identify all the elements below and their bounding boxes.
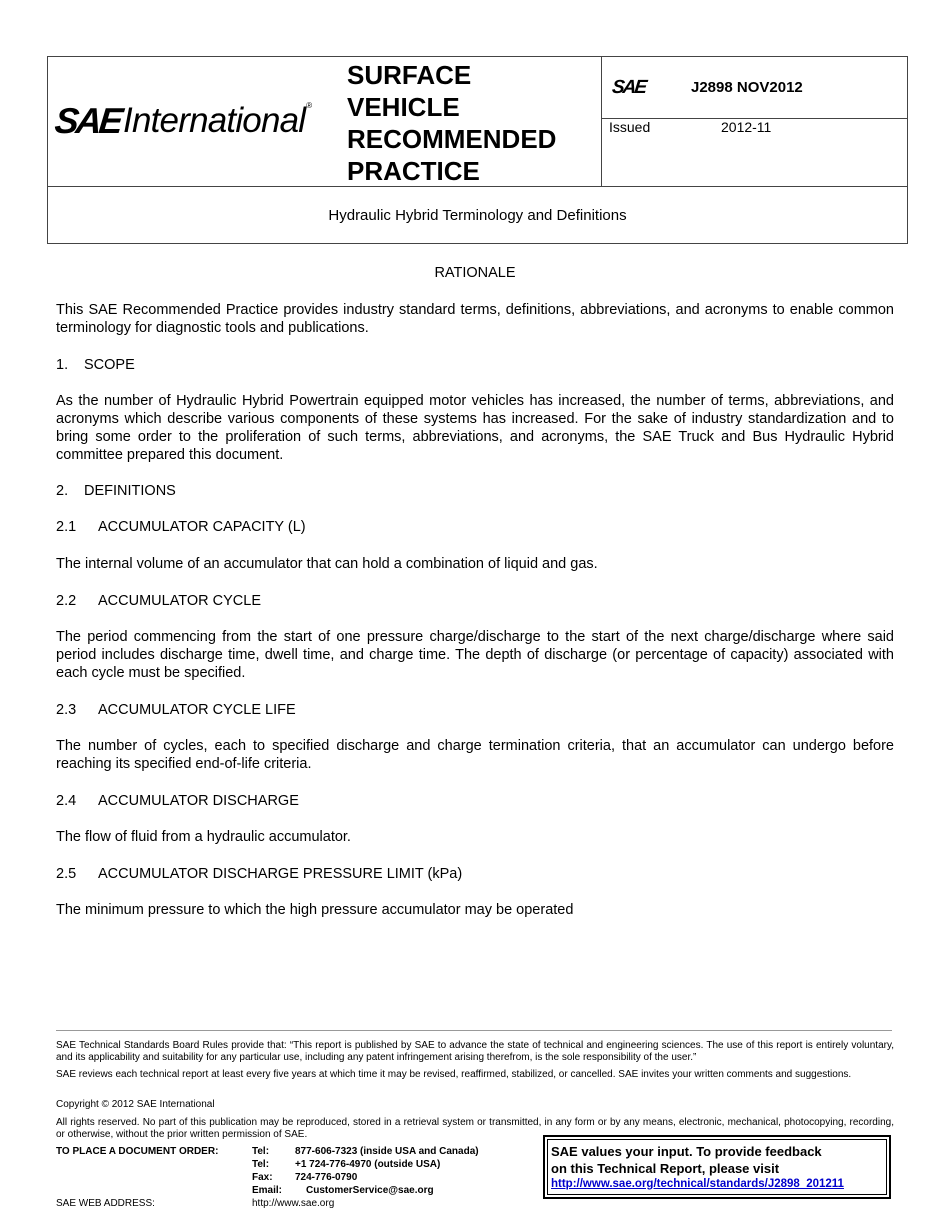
definition-heading bbox=[56, 592, 894, 610]
section-number: 2.3 bbox=[56, 702, 77, 718]
contact-label: Tel: bbox=[252, 1159, 270, 1170]
contact-value: 724-776-0790 bbox=[295, 1172, 358, 1183]
sae-international-logo bbox=[52, 99, 313, 141]
feedback-link[interactable]: http://www.sae.org/technical/standards/J2898_201211 bbox=[551, 1178, 844, 1190]
section-heading: ACCUMULATOR DISCHARGE bbox=[98, 793, 299, 809]
contact-label: Fax: bbox=[252, 1172, 273, 1183]
footer-divider bbox=[56, 1030, 892, 1031]
section-heading: ACCUMULATOR CYCLE bbox=[98, 593, 262, 609]
section-number: 2.5 bbox=[56, 866, 77, 882]
section-heading: ACCUMULATOR DISCHARGE PRESSURE LIMIT (kPa) bbox=[98, 866, 463, 882]
definition-text: The number of cycles, each to specified discharge and charge termination criteria, that an accumulator can undergo before reaching its specified end-of-life criteria. bbox=[56, 738, 894, 772]
logo-sae: SAE bbox=[52, 100, 123, 141]
rationale-text: This SAE Recommended Practice provides industry standard terms, definitions, abbreviations, and acronyms to enable common terminology for diagnostic tools and publications. bbox=[56, 302, 894, 336]
section-number: 2.4 bbox=[56, 793, 77, 809]
rationale-heading: RATIONALE bbox=[434, 265, 516, 281]
section-heading: DEFINITIONS bbox=[84, 483, 176, 499]
definitions-heading bbox=[56, 482, 894, 500]
scope-text: As the number of Hydraulic Hybrid Powertrain equipped motor vehicles has increased, the number of terms, abbreviations, and acronyms which describe various components of these systems has increased. For the sake of industry standardization and to bring some order to the proliferation of such terms, abbreviations, and acronyms, the SAE Truck and Bus Hydraulic Hybrid committee prepared this document. bbox=[56, 393, 894, 463]
document-number: J2898 NOV2012 bbox=[691, 79, 803, 96]
document-title: Hydraulic Hybrid Terminology and Definitions bbox=[328, 207, 627, 224]
footer-rights-text: All rights reserved. No part of this publication may be reproduced, stored in a retrieval system or transmitted, in any form or by any means, electronic, mechanical, photocopying, recording, or otherwise, without the prior written permission of SAE. bbox=[56, 1117, 894, 1140]
section-heading: SCOPE bbox=[84, 357, 135, 373]
doc-type-line: RECOMMENDED bbox=[347, 124, 557, 154]
contact-label: Tel: bbox=[252, 1146, 270, 1157]
logo-registered-mark: ® bbox=[306, 101, 313, 110]
order-label: TO PLACE A DOCUMENT ORDER: bbox=[56, 1146, 219, 1157]
section-heading: ACCUMULATOR CYCLE LIFE bbox=[98, 702, 296, 718]
definition-heading bbox=[56, 518, 894, 536]
web-address-link[interactable]: http://www.sae.org bbox=[252, 1198, 335, 1209]
doc-type-line: SURFACE bbox=[347, 60, 472, 90]
sae-small-logo: SAE bbox=[610, 77, 647, 98]
definition-heading bbox=[56, 792, 894, 810]
section-number: 2. bbox=[56, 483, 69, 499]
contact-value: 877-606-7323 (inside USA and Canada) bbox=[295, 1146, 479, 1157]
header-divider-vertical bbox=[601, 57, 602, 186]
definition-heading bbox=[56, 865, 894, 883]
logo-international: International bbox=[123, 101, 306, 140]
issued-label: Issued bbox=[609, 119, 651, 135]
issued-date: 2012-11 bbox=[721, 119, 772, 135]
contact-value: +1 724-776-4970 (outside USA) bbox=[295, 1159, 441, 1170]
section-heading: ACCUMULATOR CAPACITY (L) bbox=[98, 519, 306, 535]
definition-text: The period commencing from the start of one pressure charge/discharge to the start of the next charge/discharge where said period includes discharge time, dwell time, and charge time. The depth of discharge (or percentage of capacity) associated with each cycle must be specified. bbox=[56, 629, 894, 681]
section-number: 1. bbox=[56, 357, 69, 373]
section-number: 2.2 bbox=[56, 593, 77, 609]
doc-type-line: VEHICLE bbox=[347, 92, 460, 122]
section-number: 2.1 bbox=[56, 519, 77, 535]
definition-text: The internal volume of an accumulator that can hold a combination of liquid and gas. bbox=[56, 556, 598, 572]
document-header bbox=[47, 56, 908, 244]
footer-copyright: Copyright © 2012 SAE International bbox=[56, 1099, 215, 1110]
scope-heading bbox=[56, 356, 894, 374]
footer-review-text: SAE reviews each technical report at least every five years at which time it may be revised, reaffirmed, stabilized, or cancelled. SAE invites your written comments and suggestions. bbox=[56, 1069, 852, 1080]
contact-label: Email: bbox=[252, 1185, 283, 1196]
definition-text: The flow of fluid from a hydraulic accumulator. bbox=[56, 829, 351, 845]
feedback-text-line: on this Technical Report, please visit bbox=[551, 1161, 780, 1176]
feedback-box bbox=[543, 1135, 891, 1199]
doc-type-line: PRACTICE bbox=[347, 156, 480, 186]
contact-email[interactable]: CustomerService@sae.org bbox=[306, 1185, 434, 1196]
definition-text: The minimum pressure to which the high pressure accumulator may be operated bbox=[56, 902, 574, 918]
feedback-text-line: SAE values your input. To provide feedback bbox=[551, 1144, 822, 1159]
definition-heading bbox=[56, 701, 894, 719]
web-address-label: SAE WEB ADDRESS: bbox=[56, 1198, 155, 1209]
document-type bbox=[347, 59, 597, 187]
footer-rules-text: SAE Technical Standards Board Rules provide that: “This report is published by SAE to advance the state of technical and engineering sciences. The use of this report is entirely voluntary, and its applicability and suitability for any particular use, including any patent infringement arising therefrom, is the sole responsibility of the user.” bbox=[56, 1040, 894, 1063]
